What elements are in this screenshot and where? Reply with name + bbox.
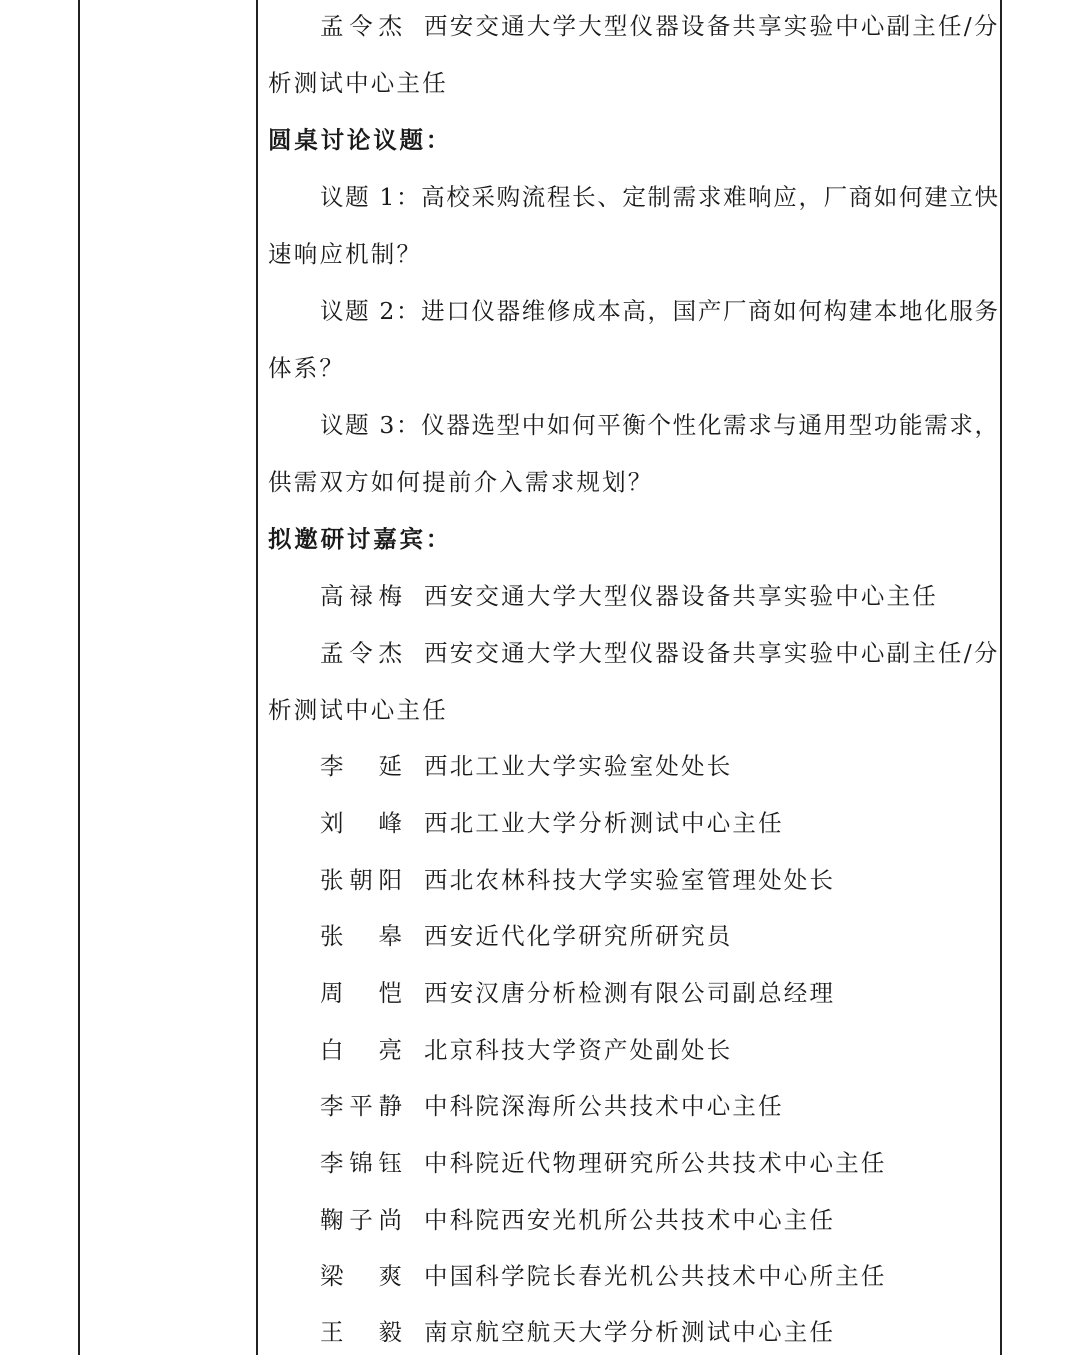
guest-title: 南京航空航天大学分析测试中心主任 xyxy=(424,1318,836,1346)
guest-name: 白 亮 xyxy=(320,1036,402,1064)
topic-3-line-1: 议题 3：仪器选型中如何平衡个性化需求与通用型功能需求， xyxy=(320,411,998,439)
guest-entry xyxy=(320,1312,835,1352)
topic-2-line-2: 体系？ xyxy=(268,354,346,382)
topic-1-line-1: 议题 1：高校采购流程长、定制需求难响应，厂商如何建立快 xyxy=(320,183,998,211)
guest-title: 西北工业大学分析测试中心主任 xyxy=(424,809,784,837)
guest-entry-top xyxy=(320,6,1000,46)
guest-title: 西安近代化学研究所研究员 xyxy=(424,922,733,950)
guest-name: 李锦钰 xyxy=(320,1149,402,1177)
guest-entry xyxy=(320,1256,887,1296)
guest-entry xyxy=(320,1143,887,1183)
topic-3-line-2: 供需双方如何提前介入需求规划？ xyxy=(268,468,654,496)
guest-title: 西北农林科技大学实验室管理处处长 xyxy=(424,866,836,894)
guest-entry xyxy=(320,746,732,786)
guest-title: 西安交通大学大型仪器设备共享实验中心副主任/分 xyxy=(424,639,1000,667)
guest-name: 周 恺 xyxy=(320,979,402,1007)
guest-entry xyxy=(320,1030,732,1070)
guest-title: 西安交通大学大型仪器设备共享实验中心副主任/分 xyxy=(424,12,1000,40)
guest-title: 西安汉唐分析检测有限公司副总经理 xyxy=(424,979,836,1007)
guest-title: 中科院西安光机所公共技术中心主任 xyxy=(424,1206,836,1234)
guest-name: 李平静 xyxy=(320,1092,402,1120)
guest-entry xyxy=(320,1200,835,1240)
guest-entry xyxy=(320,860,835,900)
guest-name: 高禄梅 xyxy=(320,582,402,610)
guest-entry xyxy=(320,973,835,1013)
guest-title-continuation: 析测试中心主任 xyxy=(268,69,448,97)
guest-name: 孟令杰 xyxy=(320,639,402,667)
guest-name: 王 毅 xyxy=(320,1318,402,1346)
guest-name: 李 延 xyxy=(320,752,402,780)
roundtable-heading: 圆桌讨论议题： xyxy=(268,126,453,154)
guest-title: 西安交通大学大型仪器设备共享实验中心主任 xyxy=(424,582,938,610)
guest-entry xyxy=(320,633,1000,673)
guest-name: 刘 峰 xyxy=(320,809,402,837)
guest-name: 张朝阳 xyxy=(320,866,402,894)
guest-title: 中科院近代物理研究所公共技术中心主任 xyxy=(424,1149,887,1177)
table-border-middle xyxy=(256,0,258,1355)
table-border-right xyxy=(1000,0,1002,1355)
topic-1-line-2: 速响应机制？ xyxy=(268,240,423,268)
guests-heading: 拟邀研讨嘉宾： xyxy=(268,525,453,553)
guest-entry xyxy=(320,576,938,616)
guest-name: 张 皋 xyxy=(320,922,402,950)
guest-title: 西北工业大学实验室处处长 xyxy=(424,752,733,780)
guest-title-continuation: 析测试中心主任 xyxy=(268,696,448,724)
guest-title: 中国科学院长春光机公共技术中心所主任 xyxy=(424,1262,887,1290)
guest-title: 中科院深海所公共技术中心主任 xyxy=(424,1092,784,1120)
guest-name: 孟令杰 xyxy=(320,12,402,40)
guest-name: 梁 爽 xyxy=(320,1262,402,1290)
guest-entry xyxy=(320,803,784,843)
guest-name: 鞠子尚 xyxy=(320,1206,402,1234)
guest-entry xyxy=(320,1086,784,1126)
guest-title: 北京科技大学资产处副处长 xyxy=(424,1036,733,1064)
table-border-left xyxy=(78,0,80,1355)
topic-2-line-1: 议题 2：进口仪器维修成本高，国产厂商如何构建本地化服务 xyxy=(320,297,998,325)
guest-entry xyxy=(320,916,732,956)
